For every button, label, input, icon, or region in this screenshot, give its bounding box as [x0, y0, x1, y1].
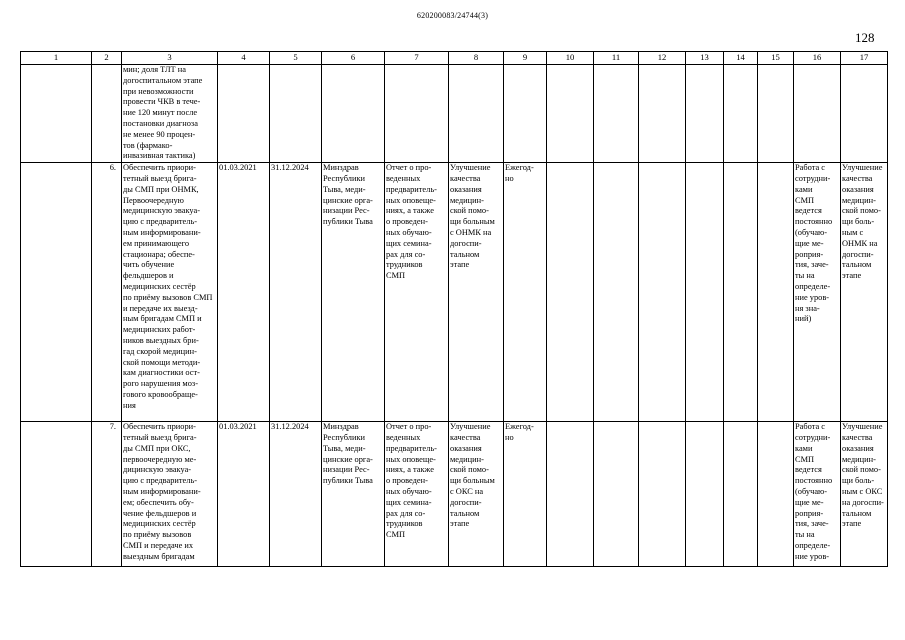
cell-text: Работа с сотрудни- ками СМП ведется постоянно (обучаю- щие ме- роприя- тия, заче- ты на определе- ние уров-: [795, 422, 833, 561]
table-cell: [794, 163, 841, 422]
column-header: 4: [218, 52, 270, 65]
cell-text: 31.12.2024: [271, 422, 309, 432]
column-header: 10: [547, 52, 594, 65]
table-cell: [594, 65, 639, 163]
table-cell: [218, 422, 270, 567]
table-cell: [841, 65, 888, 163]
table-row: [21, 65, 888, 163]
table-cell: [547, 65, 594, 163]
column-header: 2: [92, 52, 122, 65]
column-header: 1: [21, 52, 92, 65]
table-cell: [504, 422, 547, 567]
column-header: 3: [122, 52, 218, 65]
table-cell: [639, 163, 686, 422]
table-cell: [21, 163, 92, 422]
column-header: 16: [794, 52, 841, 65]
table-cell: [758, 163, 794, 422]
column-header: 8: [449, 52, 504, 65]
cell-text: Улучшение качества оказания медицин- ской помо- щи боль- ным с ОНМК на догоспи- тальном этапе: [842, 163, 883, 281]
column-header: 12: [639, 52, 686, 65]
column-header: 6: [322, 52, 385, 65]
table-cell: [686, 65, 724, 163]
table-cell: [270, 422, 322, 567]
plan-table: [20, 51, 888, 567]
table-cell: [758, 422, 794, 567]
table-cell: [449, 163, 504, 422]
cell-text: Ежегод- но: [505, 163, 534, 183]
table-cell: [547, 163, 594, 422]
table-cell: [449, 65, 504, 163]
table-cell: [594, 163, 639, 422]
cell-text: Минздрав Республики Тыва, меди- цинские орга- низации Рес- публики Тыва: [323, 422, 373, 486]
table-cell: [322, 163, 385, 422]
table-cell: [841, 163, 888, 422]
cell-text: Отчет о про- веденных предваритель- ных оповеще- ниях, а также о проведен- ных обучаю- щих семина- рах для со- трудников СМП: [386, 422, 437, 540]
column-header: 5: [270, 52, 322, 65]
cell-text: 31.12.2024: [271, 163, 309, 173]
table-cell: [594, 422, 639, 567]
column-header: 11: [594, 52, 639, 65]
table-cell: [122, 422, 218, 567]
cell-text: Отчет о про- веденных предваритель- ных оповеще- ниях, а также о проведен- ных обучаю- щих семина- рах для со- трудников СМП: [386, 163, 437, 281]
header-row: [21, 52, 888, 65]
page-number: 128: [855, 30, 875, 45]
table-cell: [270, 65, 322, 163]
table-cell: [639, 422, 686, 567]
table-cell: [270, 163, 322, 422]
cell-text: Минздрав Республики Тыва, меди- цинские орга- низации Рес- публики Тыва: [323, 163, 373, 227]
table-cell: [218, 65, 270, 163]
cell-text: Улучшение качества оказания медицин- ской помо- щи больным с ОНМК на догоспи- тальном этапе: [450, 163, 495, 270]
table-cell: [724, 163, 758, 422]
cell-text: Обеспечить приори- тетный выезд брига- ды СМП при ОКС, первоочередную ме- дицинскую эвакуа- цию с предваритель- ным информировани- ем; обеспечить обу- чение фельдшеров и медицинских сестёр по приёму вызовов СМП и передаче их выездным бригадам: [123, 422, 201, 561]
table-cell: [122, 163, 218, 422]
column-header: 17: [841, 52, 888, 65]
table-cell: [639, 65, 686, 163]
cell-text: 01.03.2021: [219, 422, 257, 432]
table-cell: [504, 163, 547, 422]
cell-text: Ежегод- но: [505, 422, 534, 442]
table-cell: [758, 65, 794, 163]
table-cell: [21, 422, 92, 567]
table-cell: [322, 65, 385, 163]
table-cell: [724, 422, 758, 567]
table-cell: [385, 163, 449, 422]
column-header: 15: [758, 52, 794, 65]
column-header: 14: [724, 52, 758, 65]
cell-text: мин; доля ТЛТ на догоспитальном этапе при невозможности провести ЧКВ в тече- ние 120 минут после постановки диагноза не менее 90 процен- тов (фармако- инвазивная тактика): [123, 65, 203, 161]
table-cell: [504, 65, 547, 163]
column-header: 13: [686, 52, 724, 65]
cell-text: Улучшение качества оказания медицин- ской помо- щи больным с ОКС на догоспи- тальном этапе: [450, 422, 495, 529]
table-cell: [385, 65, 449, 163]
table-cell: [92, 422, 122, 567]
document-id: 620200083/24744(3): [416, 11, 489, 20]
table-cell: [21, 65, 92, 163]
cell-text: Улучшение качества оказания медицин- ской помо- щи боль- ным с ОКС на догоспи- тальном этапе: [842, 422, 884, 529]
table-cell: [686, 163, 724, 422]
table-cell: [724, 65, 758, 163]
table-row: [21, 422, 888, 567]
table-cell: [794, 422, 841, 567]
table-cell: [322, 422, 385, 567]
cell-text: 6.: [109, 163, 116, 173]
table-cell: [218, 163, 270, 422]
cell-text: 01.03.2021: [219, 163, 257, 173]
table-row: [21, 163, 888, 422]
cell-text: Обеспечить приори- тетный выезд брига- ды СМП при ОНМК, Первоочередную медицинскую эвакуа- цию с предваритель- ным информировани- ем принимающего стационара; обеспе- чить обучение фельдшеров и медицинских сестёр по приёму вызовов СМП и передаче их выезд- ным бригадам СМП и медицинских работ- ников выездных бри- гад скорой медицин- ской помощи методи- кам диагностики ост- рого нарушения моз- гового кровообраще- ния: [123, 163, 213, 410]
table-cell: [841, 422, 888, 567]
table-cell: [385, 422, 449, 567]
table-cell: [794, 65, 841, 163]
table-cell: [92, 65, 122, 163]
table-cell: [92, 163, 122, 422]
column-header: 7: [385, 52, 449, 65]
column-header: 9: [504, 52, 547, 65]
cell-text: Работа с сотрудни- ками СМП ведется постоянно (обучаю- щие ме- роприя- тия, заче- ты на определе- ние уров- ня зна- ний): [795, 163, 833, 324]
table-cell: [122, 65, 218, 163]
table-cell: [686, 422, 724, 567]
table-cell: [547, 422, 594, 567]
table-cell: [449, 422, 504, 567]
cell-text: 7.: [109, 422, 116, 432]
